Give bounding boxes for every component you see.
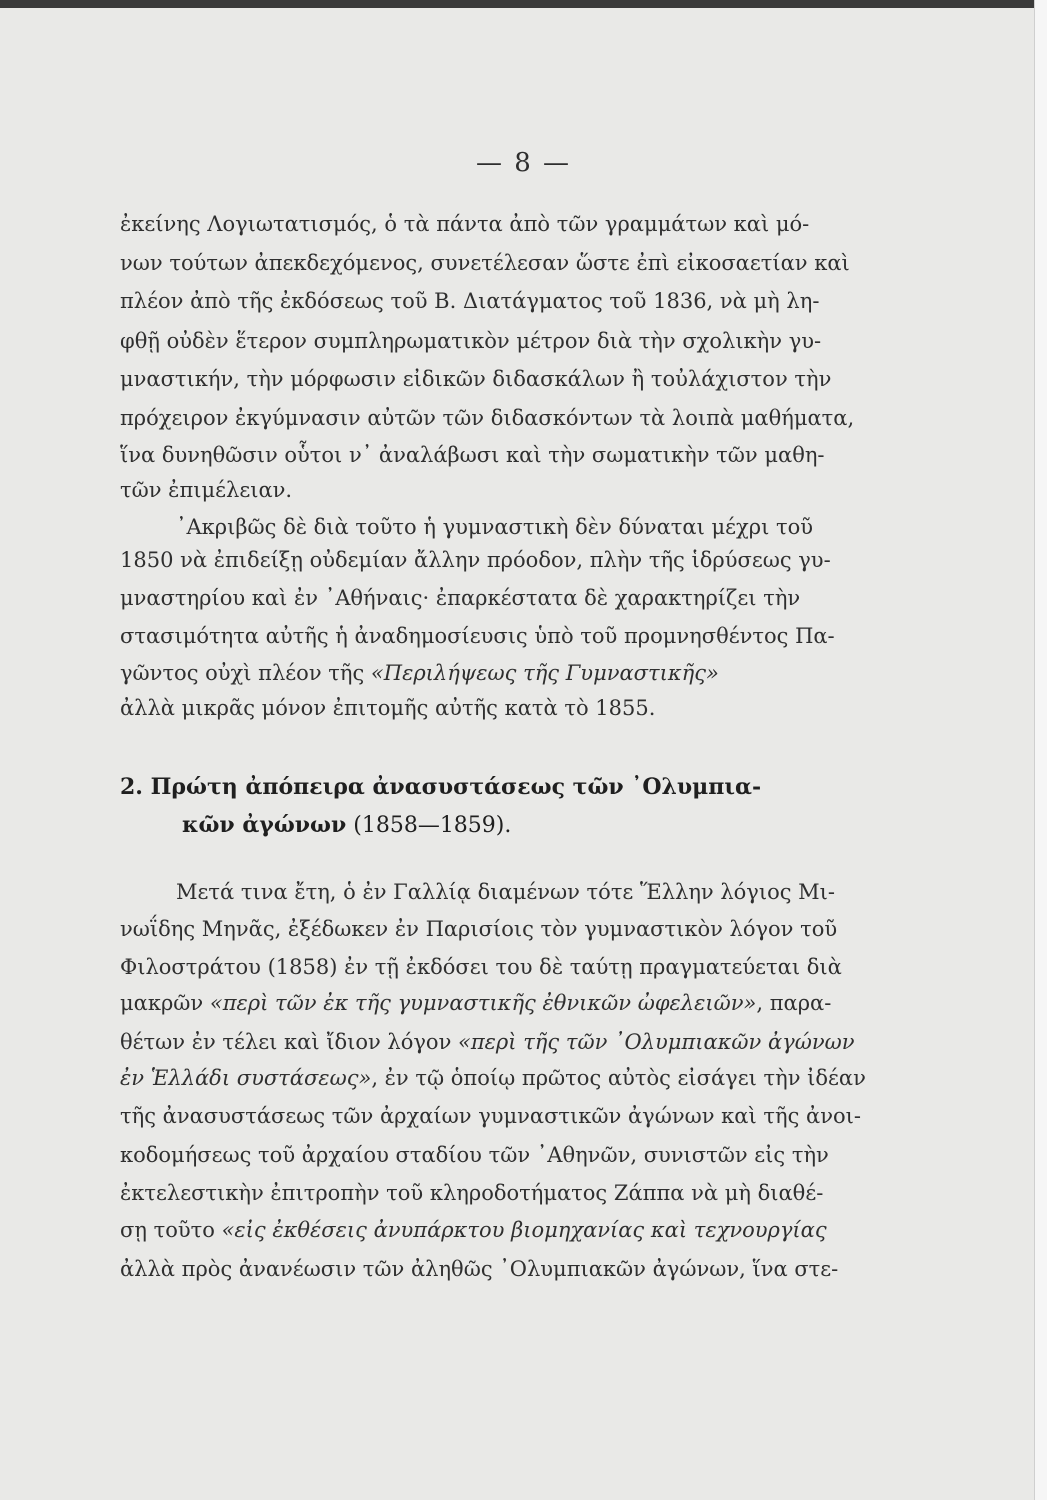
section-title-cont: κῶν ἀγώνων (182, 812, 347, 838)
italic-title-span: «Περιλήψεως τῆς Γυμναστικῆς» (370, 661, 719, 685)
text-line: ἐκτελεστικὴν ἐπιτροπὴν τοῦ κληροδοτήματος Ζάππα νὰ μὴ διαθέ- (120, 1181, 824, 1205)
text-line (120, 1063, 945, 1093)
italic-quote: ἐν Ἑλλάδι συστάσεως» (120, 1066, 372, 1090)
text-line: κοδομήσεως τοῦ ἀρχαίου σταδίου τῶν ᾿Αθηνῶν, συνιστῶν εἰς τὴν (120, 1143, 829, 1167)
text-span: θέτων ἐν τέλει καὶ ἴδιον λόγον (120, 1030, 459, 1054)
text-line: νωΐδης Μηνᾶς, ἐξέδωκεν ἐν Παρισίοις τὸν γυμναστικὸν λόγον τοῦ (120, 917, 838, 941)
text-line: πλέον ἀπὸ τῆς ἐκδόσεως τοῦ Β. Διατάγματος τοῦ 1836, νὰ μὴ λη- (120, 289, 820, 313)
italic-quote: «εἰς ἐκθέσεις ἀνυπάρκτου βιομηχανίας καὶ τεχνουργίας (221, 1218, 827, 1242)
text-line (120, 1027, 945, 1057)
section-title: Πρώτη ἀπόπειρα ἀνασυστάσεως τῶν ᾿Ολυμπια- (150, 774, 762, 800)
text-span: μακρῶν (120, 991, 210, 1015)
text-line: τῆς ἀνασυστάσεως τῶν ἀρχαίων γυμναστικῶν ἀγώνων καὶ τῆς ἀνοι- (120, 1104, 861, 1128)
italic-quote: «περὶ τῶν ἐκ τῆς γυμναστικῆς ἐθνικῶν ὠφελειῶν» (209, 991, 757, 1015)
text-span: σῃ τοῦτο (120, 1218, 222, 1242)
section-heading-line2 (182, 808, 945, 843)
page-number: — 8 — (475, 148, 572, 178)
text-line: 1850 νὰ ἐπιδείξῃ οὐδεμίαν ἄλλην πρόοδον, πλὴν τῆς ἱδρύσεως γυ- (120, 548, 831, 572)
text-line: μναστικήν, τὴν μόρφωσιν εἰδικῶν διδασκάλων ἢ τοὐλάχιστον τὴν (120, 367, 832, 391)
text-span: γῶντος οὐχὶ πλέον τῆς (120, 661, 371, 685)
text-line: Μετά τινα ἔτη, ὁ ἐν Γαλλίᾳ διαμένων τότε Ἕλλην λόγιος Μι- (176, 880, 836, 904)
text-span: , ἐν τῷ ὁποίῳ πρῶτος αὐτὸς εἰσάγει τὴν ἰδέαν (371, 1066, 866, 1090)
scan-top-border (0, 0, 1047, 8)
text-line (120, 658, 945, 688)
section-heading-line1 (120, 770, 945, 804)
text-line: ἀλλὰ πρὸς ἀνανέωσιν τῶν ἀληθῶς ᾿Ολυμπιακῶν ἀγώνων, ἵνα στε- (120, 1257, 839, 1281)
text-line: νων τούτων ἀπεκδεχόμενος, συνετέλεσαν ὥστε ἐπὶ εἰκοσαετίαν καὶ (120, 251, 850, 275)
text-line: ἀλλὰ μικρᾶς μόνον ἐπιτομῆς αὐτῆς κατὰ τὸ 1855. (120, 696, 656, 720)
text-span: , παρα- (756, 991, 832, 1015)
text-line (120, 988, 945, 1018)
page-right-edge (1034, 0, 1047, 1500)
text-line (120, 1215, 945, 1245)
text-line: ᾿Ακριβῶς δὲ διὰ τοῦτο ἡ γυμναστικὴ δὲν δύναται μέχρι τοῦ (176, 515, 814, 539)
text-line: μναστηρίου καὶ ἐν ᾿Αθήναις· ἐπαρκέστατα δὲ χαρακτηρίζει τὴν (120, 586, 801, 610)
text-line: Φιλοστράτου (1858) ἐν τῇ ἐκδόσει του δὲ ταύτῃ πραγματεύεται διὰ (120, 955, 842, 979)
text-line: φθῇ οὐδὲν ἕτερον συμπληρωματικὸν μέτρον διὰ τὴν σχολικὴν γυ- (120, 329, 822, 353)
text-line: στασιμότητα αὐτῆς ἡ ἀναδημοσίευσις ὑπὸ τοῦ προμνησθέντος Πα- (120, 624, 835, 648)
text-line: ἐκείνης Λογιωτατισμός, ὁ τὰ πάντα ἀπὸ τῶν γραμμάτων καὶ μό- (120, 212, 810, 236)
section-dates: (1858—1859). (346, 813, 512, 838)
text-line: πρόχειρον ἐκγύμνασιν αὐτῶν τῶν διδασκόντων τὰ λοιπὰ μαθήματα, (120, 406, 855, 430)
section-number: 2. (120, 774, 143, 800)
italic-quote: «περὶ τῆς τῶν ᾿Ολυμπιακῶν ἀγώνων (458, 1030, 855, 1054)
text-line: τῶν ἐπιμέλειαν. (120, 478, 293, 502)
text-line: ἵνα δυνηθῶσιν οὗτοι ν᾿ ἀναλάβωσι καὶ τὴν σωματικὴν τῶν μαθη- (120, 443, 825, 467)
